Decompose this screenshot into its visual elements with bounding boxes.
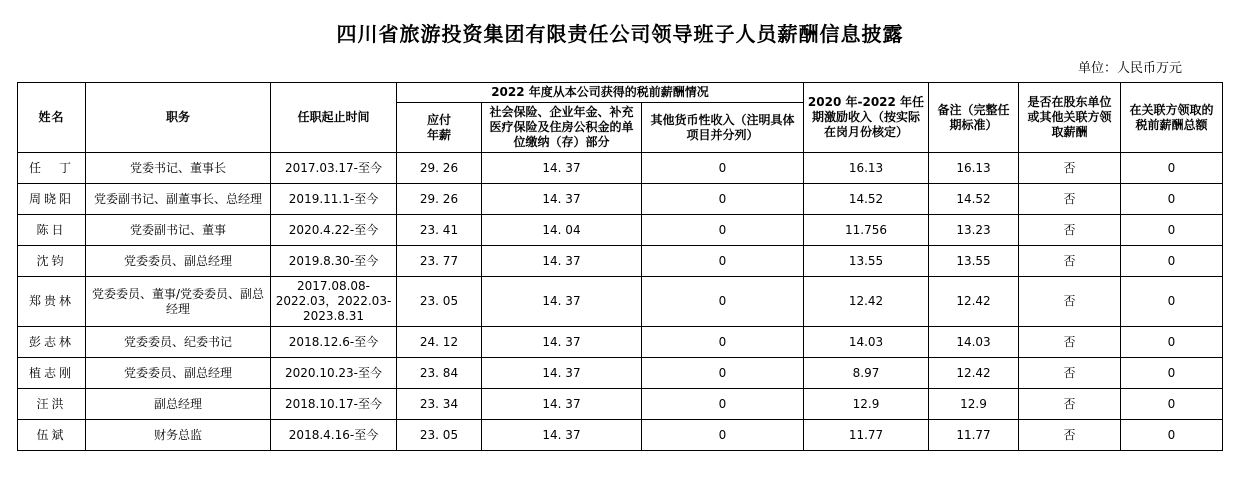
cell-related-total: 0 — [1121, 153, 1223, 184]
cell-name: 陈日 — [18, 215, 86, 246]
cell-term: 2018.10.17-至今 — [271, 389, 397, 420]
cell-shareholder-pay: 否 — [1019, 184, 1121, 215]
cell-payable: 23. 41 — [397, 215, 482, 246]
table-row — [18, 389, 1223, 420]
cell-related-total: 0 — [1121, 277, 1223, 327]
column-header-remark: 备注（完整任期标准） — [929, 83, 1019, 153]
cell-term: 2017.08.08-2022.03，2022.03-2023.8.31 — [271, 277, 397, 327]
payable-line-1: 应付 — [426, 112, 451, 127]
cell-other-income: 0 — [642, 215, 804, 246]
cell-related-total: 0 — [1121, 358, 1223, 389]
column-header-other-income: 其他货币性收入（注明具体项目并分列） — [642, 103, 804, 153]
cell-post: 党委副书记、董事 — [86, 215, 271, 246]
cell-post: 党委委员、董事/党委委员、副总经理 — [86, 277, 271, 327]
table-row — [18, 246, 1223, 277]
payable-line-2: 年薪 — [426, 127, 451, 142]
cell-other-income: 0 — [642, 153, 804, 184]
column-header-related-party-total: 在关联方领取的税前薪酬总额 — [1121, 83, 1223, 153]
cell-payable: 23. 05 — [397, 277, 482, 327]
cell-other-income: 0 — [642, 327, 804, 358]
cell-term: 2020.10.23-至今 — [271, 358, 397, 389]
column-header-name: 姓名 — [18, 83, 86, 153]
currency-unit-note: 单位：人民币万元 — [1077, 61, 1182, 76]
salary-table-body — [18, 153, 1223, 451]
cell-post: 副总经理 — [86, 389, 271, 420]
cell-term: 2019.11.1-至今 — [271, 184, 397, 215]
cell-payable: 24. 12 — [397, 327, 482, 358]
cell-shareholder-pay: 否 — [1019, 389, 1121, 420]
cell-remark: 13.55 — [929, 246, 1019, 277]
cell-payable: 29. 26 — [397, 153, 482, 184]
table-row — [18, 277, 1223, 327]
table-row — [18, 184, 1223, 215]
cell-insurance: 14. 04 — [482, 215, 642, 246]
column-header-incentive: 2020 年-2022 年任期激励收入（按实际在岗月份核定） — [804, 83, 929, 153]
cell-term: 2019.8.30-至今 — [271, 246, 397, 277]
cell-name: 植志刚 — [18, 358, 86, 389]
cell-remark: 11.77 — [929, 420, 1019, 451]
cell-shareholder-pay: 否 — [1019, 153, 1121, 184]
cell-remark: 16.13 — [929, 153, 1019, 184]
cell-post: 党委委员、副总经理 — [86, 246, 271, 277]
cell-name: 沈钧 — [18, 246, 86, 277]
table-header-row-1 — [18, 83, 1223, 103]
cell-post: 党委副书记、副董事长、总经理 — [86, 184, 271, 215]
cell-term: 2017.03.17-至今 — [271, 153, 397, 184]
cell-name: 伍斌 — [18, 420, 86, 451]
cell-insurance: 14. 37 — [482, 327, 642, 358]
cell-incentive: 14.03 — [804, 327, 929, 358]
cell-term: 2020.4.22-至今 — [271, 215, 397, 246]
cell-name: 郑贵林 — [18, 277, 86, 327]
cell-other-income: 0 — [642, 358, 804, 389]
cell-post: 财务总监 — [86, 420, 271, 451]
cell-related-total: 0 — [1121, 215, 1223, 246]
cell-incentive: 16.13 — [804, 153, 929, 184]
cell-insurance: 14. 37 — [482, 420, 642, 451]
table-row — [18, 327, 1223, 358]
column-header-payable-salary — [397, 103, 482, 153]
cell-incentive: 14.52 — [804, 184, 929, 215]
cell-payable: 23. 34 — [397, 389, 482, 420]
cell-shareholder-pay: 否 — [1019, 327, 1121, 358]
cell-related-total: 0 — [1121, 184, 1223, 215]
cell-post: 党委委员、纪委书记 — [86, 327, 271, 358]
cell-insurance: 14. 37 — [482, 153, 642, 184]
cell-incentive: 12.42 — [804, 277, 929, 327]
cell-shareholder-pay: 否 — [1019, 215, 1121, 246]
cell-related-total: 0 — [1121, 420, 1223, 451]
cell-incentive: 13.55 — [804, 246, 929, 277]
column-header-insurance: 社会保险、企业年金、补充医疗保险及住房公积金的单位缴纳（存）部分 — [482, 103, 642, 153]
cell-shareholder-pay: 否 — [1019, 277, 1121, 327]
cell-other-income: 0 — [642, 277, 804, 327]
cell-related-total: 0 — [1121, 327, 1223, 358]
cell-post: 党委书记、董事长 — [86, 153, 271, 184]
cell-incentive: 11.756 — [804, 215, 929, 246]
cell-related-total: 0 — [1121, 389, 1223, 420]
cell-payable: 23. 77 — [397, 246, 482, 277]
cell-term: 2018.4.16-至今 — [271, 420, 397, 451]
table-row — [18, 358, 1223, 389]
cell-remark: 14.03 — [929, 327, 1019, 358]
cell-incentive: 12.9 — [804, 389, 929, 420]
salary-table — [17, 82, 1223, 451]
cell-payable: 23. 84 — [397, 358, 482, 389]
column-header-post: 职务 — [86, 83, 271, 153]
cell-term: 2018.12.6-至今 — [271, 327, 397, 358]
cell-payable: 23. 05 — [397, 420, 482, 451]
cell-other-income: 0 — [642, 389, 804, 420]
cell-remark: 14.52 — [929, 184, 1019, 215]
cell-other-income: 0 — [642, 420, 804, 451]
table-row — [18, 420, 1223, 451]
column-header-shareholder-pay: 是否在股东单位或其他关联方领取薪酬 — [1019, 83, 1121, 153]
cell-payable: 29. 26 — [397, 184, 482, 215]
column-header-pretax-group: 2022 年度从本公司获得的税前薪酬情况 — [397, 83, 804, 103]
page-title: 四川省旅游投资集团有限责任公司领导班子人员薪酬信息披露 — [336, 22, 904, 46]
cell-name: 汪洪 — [18, 389, 86, 420]
cell-other-income: 0 — [642, 184, 804, 215]
cell-other-income: 0 — [642, 246, 804, 277]
cell-shareholder-pay: 否 — [1019, 246, 1121, 277]
cell-remark: 12.9 — [929, 389, 1019, 420]
cell-name: 任 丁 — [18, 153, 86, 184]
cell-related-total: 0 — [1121, 246, 1223, 277]
cell-post: 党委委员、副总经理 — [86, 358, 271, 389]
table-row — [18, 153, 1223, 184]
cell-remark: 12.42 — [929, 277, 1019, 327]
cell-incentive: 8.97 — [804, 358, 929, 389]
column-header-term: 任职起止时间 — [271, 83, 397, 153]
cell-remark: 13.23 — [929, 215, 1019, 246]
cell-name: 周晓阳 — [18, 184, 86, 215]
cell-shareholder-pay: 否 — [1019, 420, 1121, 451]
cell-insurance: 14. 37 — [482, 389, 642, 420]
cell-incentive: 11.77 — [804, 420, 929, 451]
table-row — [18, 215, 1223, 246]
cell-insurance: 14. 37 — [482, 277, 642, 327]
cell-shareholder-pay: 否 — [1019, 358, 1121, 389]
cell-name: 彭志林 — [18, 327, 86, 358]
cell-insurance: 14. 37 — [482, 358, 642, 389]
cell-remark: 12.42 — [929, 358, 1019, 389]
cell-insurance: 14. 37 — [482, 184, 642, 215]
cell-insurance: 14. 37 — [482, 246, 642, 277]
